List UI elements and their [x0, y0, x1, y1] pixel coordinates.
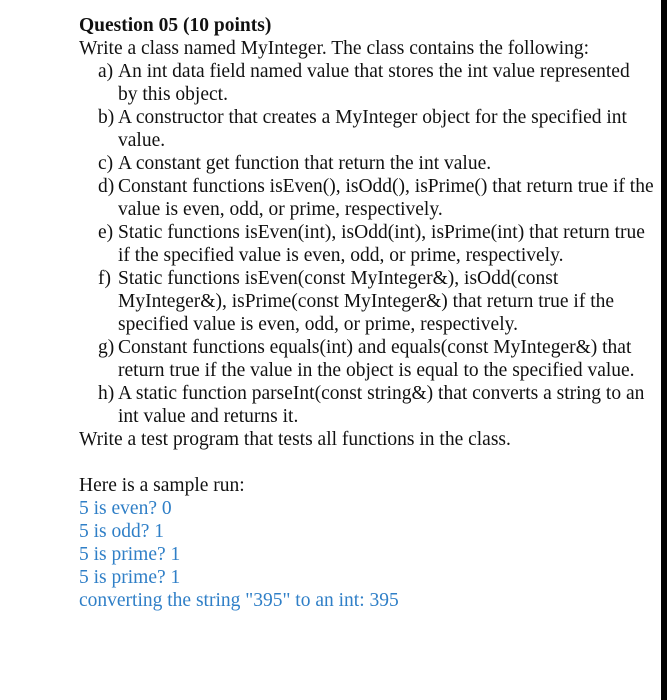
item-letter: a) [98, 61, 114, 82]
sample-run-heading: Here is a sample run: [79, 475, 245, 496]
item-text: Static functions isEven(const MyInteger&), isOdd(const MyInteger&), isPrime(const MyInteger&) that return true if the specified value is even, odd, or prime, respectively. [118, 268, 615, 335]
sample-output [79, 497, 654, 612]
item-letter: c) [98, 153, 114, 174]
output-line: 5 is prime? 1 [79, 567, 181, 588]
item-text: A constructor that creates a MyInteger object for the specified int value. [118, 107, 627, 151]
question-intro: Write a class named MyInteger. The class contains the following: [79, 38, 590, 59]
question-closing: Write a test program that tests all functions in the class. [79, 429, 511, 450]
item-letter: f) [98, 268, 111, 289]
item-text: A constant get function that return the int value. [118, 153, 492, 174]
list-item [79, 60, 654, 106]
question-content [79, 14, 654, 612]
output-line: converting the string "395" to an int: 395 [79, 590, 399, 611]
question-title: Question 05 (10 points) [79, 15, 272, 36]
list-item [79, 106, 654, 152]
item-text: Static functions isEven(int), isOdd(int), isPrime(int) that return true if the specified value is even, odd, or prime, respectively. [118, 222, 645, 266]
list-item [79, 221, 654, 267]
item-letter: g) [98, 337, 115, 358]
item-letter: h) [98, 383, 115, 404]
list-item [79, 267, 654, 336]
item-letter: d) [98, 176, 115, 197]
item-letter: b) [98, 107, 115, 128]
list-item [79, 382, 654, 428]
section-spacer [79, 451, 654, 474]
list-item [79, 336, 654, 382]
output-line: 5 is even? 0 [79, 498, 172, 519]
list-item [79, 152, 654, 175]
output-line: 5 is prime? 1 [79, 544, 181, 565]
item-letter: e) [98, 222, 114, 243]
output-line: 5 is odd? 1 [79, 521, 165, 542]
list-item [79, 175, 654, 221]
requirements-list [79, 60, 654, 428]
item-text: An int data field named value that stores the int value represented by this object. [118, 61, 630, 105]
item-text: Constant functions equals(int) and equals(const MyInteger&) that return true if the value in the object is equal to the specified value. [118, 337, 635, 381]
item-text: A static function parseInt(const string&) that converts a string to an int value and returns it. [118, 383, 645, 427]
page-edge [661, 0, 667, 700]
item-text: Constant functions isEven(), isOdd(), isPrime() that return true if the value is even, odd, or prime, respectively. [118, 176, 654, 220]
